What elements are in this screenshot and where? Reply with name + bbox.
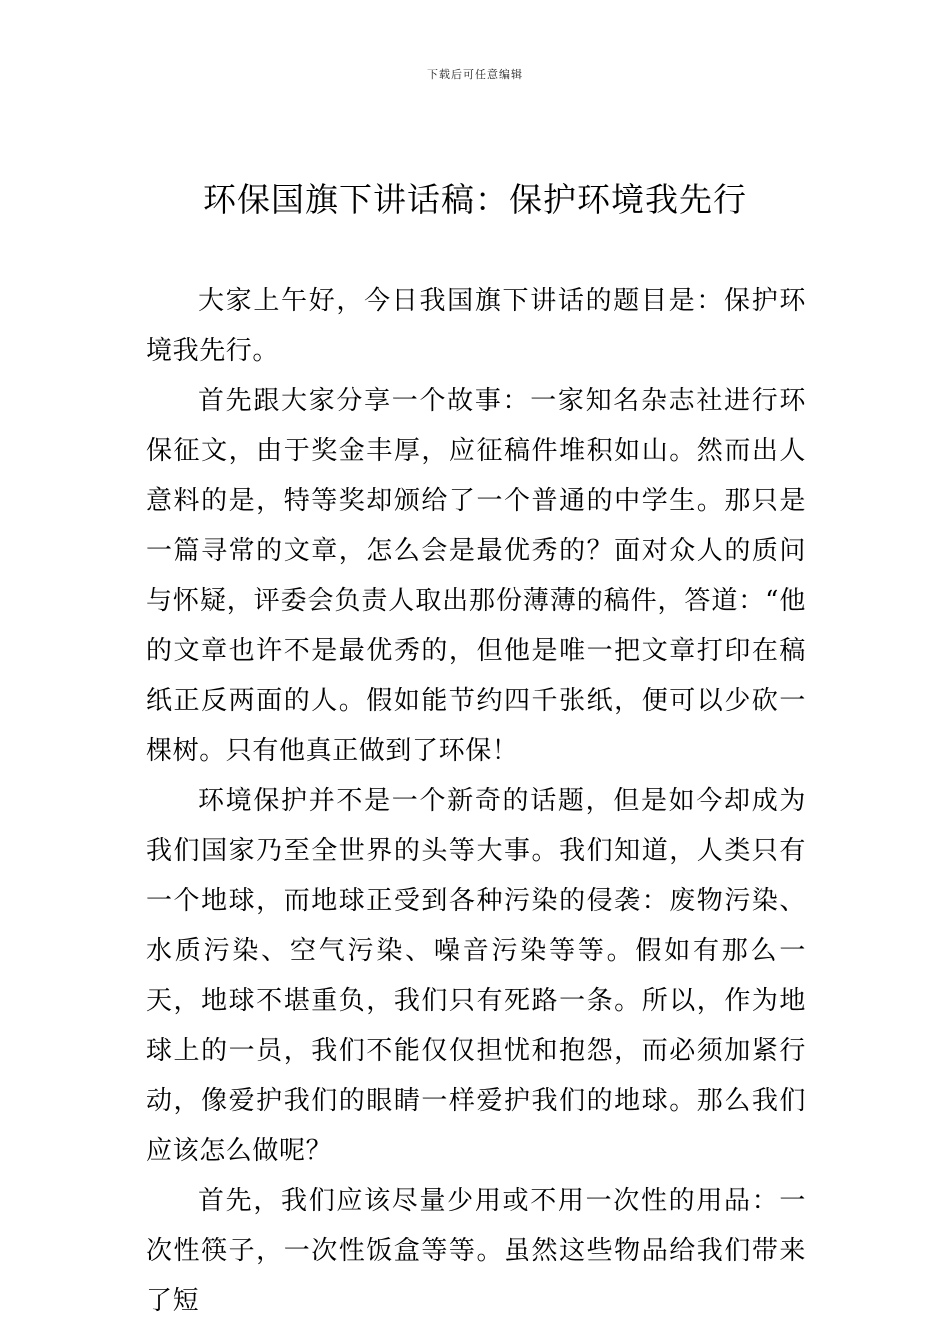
- page-title: 环保国旗下讲话稿：保护环境我先行: [203, 180, 747, 219]
- document-body: [146, 276, 806, 1326]
- paragraph-greeting: 大家上午好，今日我国旗下讲话的题目是：保护环境我先行。: [146, 286, 806, 366]
- paragraph-environment: 环境保护并不是一个新奇的话题，但是如今却成为我们国家乃至全世界的头等大事。我们知道，人类只有一个地球，而地球正受到各种污染的侵袭：废物污染、水质污染、空气污染、噪音污染等等。假如有那么一天，地球不堪重负，我们只有死路一条。所以，作为地球上的一员，我们不能仅仅担忧和抱怨，而必须加紧行动，像爱护我们的眼睛一样爱护我们的地球。那么我们应该怎么做呢？: [146, 786, 806, 1166]
- paragraph-first-action: 首先，我们应该尽量少用或不用一次性的用品：一次性筷子，一次性饭盒等等。虽然这些物品给我们带来了短: [146, 1186, 806, 1316]
- paragraph-story: 首先跟大家分享一个故事：一家知名杂志社进行环保征文，由于奖金丰厚，应征稿件堆积如山。然而出人意料的是，特等奖却颁给了一个普通的中学生。那只是一篇寻常的文章，怎么会是最优秀的？面对众人的质问与怀疑，评委会负责人取出那份薄薄的稿件，答道：“他的文章也许不是最优秀的，但他是唯一把文章打印在稿纸正反两面的人。假如能节约四千张纸，便可以少砍一棵树。只有他真正做到了环保！: [146, 386, 806, 766]
- header-note: 下载后可任意编辑: [427, 68, 523, 81]
